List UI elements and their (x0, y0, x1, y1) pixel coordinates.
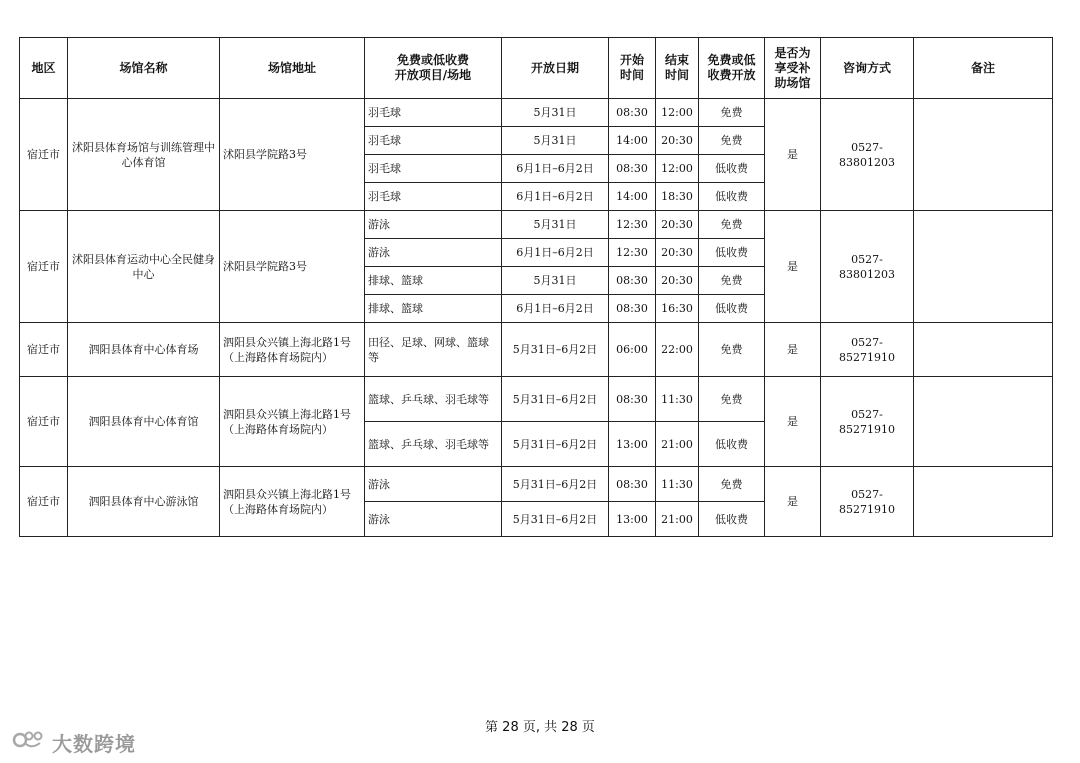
start-cell: 12:30 (609, 239, 656, 267)
subsidy-cell: 是 (765, 99, 821, 211)
item-cell: 篮球、乒乓球、羽毛球等 (365, 377, 502, 422)
start-cell: 14:00 (609, 183, 656, 211)
end-cell: 18:30 (656, 183, 699, 211)
item-cell: 羽毛球 (365, 155, 502, 183)
end-cell: 20:30 (656, 127, 699, 155)
table-row (20, 211, 1053, 239)
header-contact: 咨询方式 (821, 38, 914, 99)
table-row (20, 99, 1053, 127)
region-cell: 宿迁市 (20, 323, 68, 377)
header-date: 开放日期 (502, 38, 609, 99)
contact-cell: 0527-85271910 (821, 323, 914, 377)
venue-table (19, 37, 1053, 537)
note-cell (914, 467, 1053, 537)
item-cell: 羽毛球 (365, 183, 502, 211)
fee-cell: 免费 (699, 127, 765, 155)
end-cell: 22:00 (656, 323, 699, 377)
contact-cell: 0527-85271910 (821, 377, 914, 467)
table-row (20, 377, 1053, 422)
item-cell: 游泳 (365, 211, 502, 239)
date-cell: 6月1日–6月2日 (502, 295, 609, 323)
venue-cell: 泗阳县体育中心游泳馆 (68, 467, 220, 537)
start-cell: 14:00 (609, 127, 656, 155)
table-row (20, 323, 1053, 377)
region-cell: 宿迁市 (20, 211, 68, 323)
date-cell: 5月31日 (502, 211, 609, 239)
item-cell: 排球、篮球 (365, 295, 502, 323)
start-cell: 12:30 (609, 211, 656, 239)
header-address: 场馆地址 (220, 38, 365, 99)
header-region: 地区 (20, 38, 68, 99)
date-cell: 5月31日 (502, 127, 609, 155)
fee-cell: 免费 (699, 211, 765, 239)
date-cell: 5月31日–6月2日 (502, 467, 609, 502)
end-cell: 11:30 (656, 467, 699, 502)
header-venue: 场馆名称 (68, 38, 220, 99)
subsidy-cell: 是 (765, 211, 821, 323)
header-note: 备注 (914, 38, 1053, 99)
note-cell (914, 377, 1053, 467)
date-cell: 5月31日 (502, 99, 609, 127)
end-cell: 12:00 (656, 155, 699, 183)
venue-cell: 沭阳县体育场馆与训练管理中心体育馆 (68, 99, 220, 211)
item-cell: 排球、篮球 (365, 267, 502, 295)
note-cell (914, 211, 1053, 323)
watermark-text: 大数跨境 (52, 732, 136, 756)
end-cell: 20:30 (656, 239, 699, 267)
header-end: 结束 时间 (656, 38, 699, 99)
region-cell: 宿迁市 (20, 467, 68, 537)
item-cell: 篮球、乒乓球、羽毛球等 (365, 422, 502, 467)
contact-cell: 0527-83801203 (821, 211, 914, 323)
end-cell: 20:30 (656, 267, 699, 295)
start-cell: 06:00 (609, 323, 656, 377)
venue-cell: 沭阳县体育运动中心全民健身中心 (68, 211, 220, 323)
header-start: 开始 时间 (609, 38, 656, 99)
date-cell: 5月31日–6月2日 (502, 323, 609, 377)
fee-cell: 低收费 (699, 183, 765, 211)
item-cell: 羽毛球 (365, 99, 502, 127)
date-cell: 5月31日–6月2日 (502, 502, 609, 537)
date-cell: 6月1日–6月2日 (502, 183, 609, 211)
contact-cell: 0527-83801203 (821, 99, 914, 211)
note-cell (914, 323, 1053, 377)
start-cell: 13:00 (609, 502, 656, 537)
contact-cell: 0527-85271910 (821, 467, 914, 537)
fee-cell: 低收费 (699, 239, 765, 267)
start-cell: 08:30 (609, 155, 656, 183)
fee-cell: 低收费 (699, 295, 765, 323)
address-cell: 泗阳县众兴镇上海北路1号（上海路体育场院内） (220, 377, 365, 467)
table-row (20, 467, 1053, 502)
fee-cell: 免费 (699, 323, 765, 377)
date-cell: 5月31日–6月2日 (502, 422, 609, 467)
end-cell: 16:30 (656, 295, 699, 323)
item-cell: 游泳 (365, 467, 502, 502)
fee-cell: 低收费 (699, 502, 765, 537)
region-cell: 宿迁市 (20, 99, 68, 211)
date-cell: 6月1日–6月2日 (502, 155, 609, 183)
subsidy-cell: 是 (765, 377, 821, 467)
start-cell: 08:30 (609, 467, 656, 502)
subsidy-cell: 是 (765, 467, 821, 537)
watermark (12, 728, 136, 757)
end-cell: 21:00 (656, 422, 699, 467)
subsidy-cell: 是 (765, 323, 821, 377)
start-cell: 08:30 (609, 99, 656, 127)
end-cell: 11:30 (656, 377, 699, 422)
date-cell: 5月31日–6月2日 (502, 377, 609, 422)
date-cell: 6月1日–6月2日 (502, 239, 609, 267)
address-cell: 泗阳县众兴镇上海北路1号（上海路体育场院内） (220, 467, 365, 537)
item-cell: 游泳 (365, 239, 502, 267)
address-cell: 泗阳县众兴镇上海北路1号（上海路体育场院内） (220, 323, 365, 377)
end-cell: 21:00 (656, 502, 699, 537)
item-cell: 羽毛球 (365, 127, 502, 155)
header-fee: 免费或低 收费开放 (699, 38, 765, 99)
end-cell: 12:00 (656, 99, 699, 127)
address-cell: 沭阳县学院路3号 (220, 211, 365, 323)
end-cell: 20:30 (656, 211, 699, 239)
fee-cell: 免费 (699, 99, 765, 127)
header-subsidy: 是否为 享受补 助场馆 (765, 38, 821, 99)
region-cell: 宿迁市 (20, 377, 68, 467)
address-cell: 沭阳县学院路3号 (220, 99, 365, 211)
start-cell: 13:00 (609, 422, 656, 467)
brand-logo-icon (12, 729, 46, 756)
fee-cell: 免费 (699, 467, 765, 502)
item-cell: 田径、足球、网球、篮球等 (365, 323, 502, 377)
date-cell: 5月31日 (502, 267, 609, 295)
item-cell: 游泳 (365, 502, 502, 537)
fee-cell: 免费 (699, 377, 765, 422)
venue-cell: 泗阳县体育中心体育场 (68, 323, 220, 377)
header-item: 免费或低收费 开放项目/场地 (365, 38, 502, 99)
venue-cell: 泗阳县体育中心体育馆 (68, 377, 220, 467)
fee-cell: 低收费 (699, 155, 765, 183)
start-cell: 08:30 (609, 377, 656, 422)
start-cell: 08:30 (609, 267, 656, 295)
table-header-row (20, 38, 1053, 99)
start-cell: 08:30 (609, 295, 656, 323)
page-number: 第 28 页, 共 28 页 (485, 720, 595, 735)
note-cell (914, 99, 1053, 211)
fee-cell: 低收费 (699, 422, 765, 467)
fee-cell: 免费 (699, 267, 765, 295)
